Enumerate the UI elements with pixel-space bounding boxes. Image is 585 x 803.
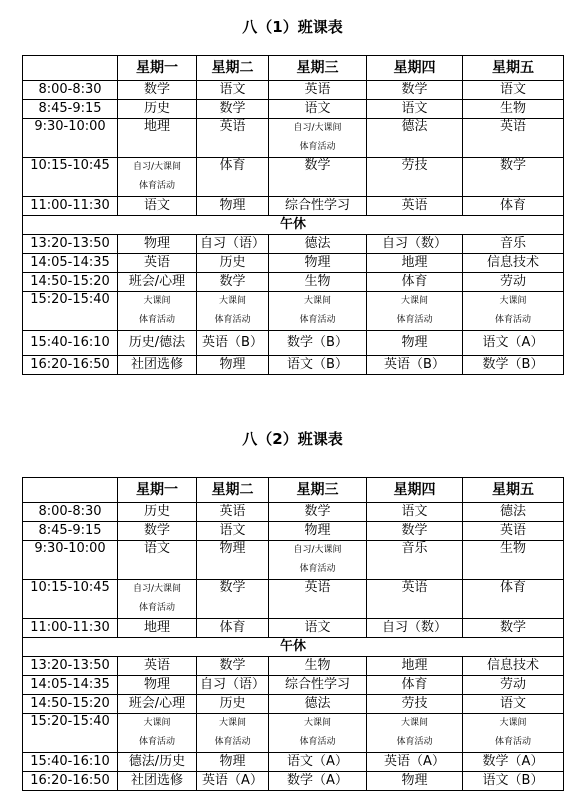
table-row <box>23 254 564 273</box>
time-slot: 8:00-8:30 <box>23 503 118 522</box>
activity-line: 自习/大课间 <box>293 123 342 133</box>
lunch-label: 午休 <box>23 638 564 657</box>
timetable-8-2 <box>22 477 564 791</box>
subject-cell: 自习（数） <box>367 235 463 254</box>
day-header: 星期三 <box>269 478 367 503</box>
subject-cell: 物理 <box>269 254 367 273</box>
activity-cell <box>463 292 564 331</box>
subject-cell: 自习（语） <box>197 676 269 695</box>
subject-cell: 英语 <box>197 119 269 158</box>
table-row <box>23 580 564 619</box>
activity-line: 体育活动 <box>494 315 531 325</box>
activity-line: 大课间 <box>400 718 428 728</box>
subject-cell: 英语 <box>118 657 197 676</box>
time-slot: 11:00-11:30 <box>23 197 118 216</box>
table-row <box>23 503 564 522</box>
subject-cell: 信息技术 <box>463 254 564 273</box>
time-slot: 13:20-13:50 <box>23 235 118 254</box>
subject-cell: 数学（A） <box>269 772 367 791</box>
subject-cell: 数学 <box>463 619 564 638</box>
activity-line: 大课间 <box>143 718 171 728</box>
table-row <box>23 273 564 292</box>
activity-cell <box>118 292 197 331</box>
subject-cell: 物理 <box>367 331 463 356</box>
subject-cell: 生物 <box>269 657 367 676</box>
table-row <box>23 331 564 356</box>
activity-line: 体育活动 <box>138 315 175 325</box>
header-corner <box>23 56 118 81</box>
subject-cell: 数学 <box>463 158 564 197</box>
subject-cell: 数学 <box>269 158 367 197</box>
day-header: 星期三 <box>269 56 367 81</box>
subject-cell: 语文（B） <box>269 356 367 375</box>
activity-line: 体育活动 <box>396 315 433 325</box>
activity-line: 大课间 <box>303 718 331 728</box>
subject-cell: 英语 <box>367 580 463 619</box>
subject-cell: 综合性学习 <box>269 197 367 216</box>
subject-cell: 英语 <box>197 503 269 522</box>
subject-cell: 英语 <box>463 119 564 158</box>
table-title: 八（1）班课表 <box>242 18 343 36</box>
activity-cell <box>269 119 367 158</box>
time-slot: 14:50-15:20 <box>23 695 118 714</box>
subject-cell: 自习（数） <box>367 619 463 638</box>
subject-cell: 体育 <box>367 676 463 695</box>
subject-cell: 劳技 <box>367 158 463 197</box>
activity-line: 体育活动 <box>494 737 531 747</box>
subject-cell: 物理 <box>118 235 197 254</box>
activity-cell <box>269 292 367 331</box>
subject-cell: 语文（A） <box>269 753 367 772</box>
subject-cell: 班会/心理 <box>118 273 197 292</box>
activity-line: 体育活动 <box>299 315 336 325</box>
subject-cell: 英语（A） <box>197 772 269 791</box>
table-row <box>23 81 564 100</box>
activity-line: 大课间 <box>218 296 246 306</box>
activity-line: 体育活动 <box>396 737 433 747</box>
subject-cell: 数学 <box>367 522 463 541</box>
subject-cell: 德法/历史 <box>118 753 197 772</box>
subject-cell: 地理 <box>118 119 197 158</box>
subject-cell: 英语 <box>269 580 367 619</box>
time-slot: 15:20-15:40 <box>23 714 118 753</box>
subject-cell: 生物 <box>463 100 564 119</box>
subject-cell: 语文 <box>269 619 367 638</box>
subject-cell: 数学 <box>197 580 269 619</box>
activity-line: 体育活动 <box>138 181 175 191</box>
subject-cell: 社团选修 <box>118 356 197 375</box>
subject-cell: 历史 <box>118 503 197 522</box>
table-row <box>23 158 564 197</box>
subject-cell: 英语（B） <box>367 356 463 375</box>
subject-cell: 体育 <box>463 580 564 619</box>
time-slot: 16:20-16:50 <box>23 772 118 791</box>
time-slot: 8:45-9:15 <box>23 100 118 119</box>
subject-cell: 自习（语） <box>197 235 269 254</box>
subject-cell: 德法 <box>269 695 367 714</box>
subject-cell: 英语 <box>118 254 197 273</box>
subject-cell: 音乐 <box>367 541 463 580</box>
subject-cell: 数学（B） <box>463 356 564 375</box>
subject-cell: 劳动 <box>463 676 564 695</box>
lunch-row <box>23 216 564 235</box>
activity-cell <box>367 292 463 331</box>
activity-cell <box>463 714 564 753</box>
subject-cell: 英语（A） <box>367 753 463 772</box>
table-row <box>23 119 564 158</box>
time-slot: 9:30-10:00 <box>23 119 118 158</box>
subject-cell: 语文 <box>367 503 463 522</box>
subject-cell: 英语 <box>463 522 564 541</box>
table-row <box>23 522 564 541</box>
subject-cell: 物理 <box>197 753 269 772</box>
subject-cell: 历史/德法 <box>118 331 197 356</box>
header-corner <box>23 478 118 503</box>
table-row <box>23 657 564 676</box>
subject-cell: 语文 <box>197 81 269 100</box>
subject-cell: 地理 <box>367 657 463 676</box>
time-slot: 13:20-13:50 <box>23 657 118 676</box>
activity-line: 体育活动 <box>214 315 251 325</box>
table-row <box>23 541 564 580</box>
subject-cell: 语文 <box>197 522 269 541</box>
subject-cell: 班会/心理 <box>118 695 197 714</box>
day-header: 星期四 <box>367 56 463 81</box>
subject-cell: 英语 <box>269 81 367 100</box>
table-row <box>23 714 564 753</box>
subject-cell: 语文 <box>463 695 564 714</box>
time-slot: 9:30-10:00 <box>23 541 118 580</box>
activity-cell <box>118 158 197 197</box>
subject-cell: 生物 <box>269 273 367 292</box>
activity-line: 体育活动 <box>138 737 175 747</box>
subject-cell: 体育 <box>197 619 269 638</box>
time-slot: 14:05-14:35 <box>23 676 118 695</box>
time-slot: 14:50-15:20 <box>23 273 118 292</box>
header-row <box>23 478 564 503</box>
subject-cell: 数学 <box>197 100 269 119</box>
activity-cell <box>197 714 269 753</box>
subject-cell: 德法 <box>269 235 367 254</box>
subject-cell: 物理 <box>197 356 269 375</box>
table-title: 八（2）班课表 <box>242 430 343 448</box>
time-slot: 10:15-10:45 <box>23 158 118 197</box>
subject-cell: 数学（A） <box>463 753 564 772</box>
subject-cell: 数学 <box>118 81 197 100</box>
subject-cell: 物理 <box>197 197 269 216</box>
subject-cell: 语文（A） <box>463 331 564 356</box>
subject-cell: 地理 <box>118 619 197 638</box>
activity-line: 大课间 <box>400 296 428 306</box>
table-row <box>23 356 564 375</box>
table-row <box>23 100 564 119</box>
activity-cell <box>197 292 269 331</box>
subject-cell: 德法 <box>463 503 564 522</box>
subject-cell: 信息技术 <box>463 657 564 676</box>
lunch-label: 午休 <box>23 216 564 235</box>
time-slot: 15:40-16:10 <box>23 753 118 772</box>
activity-cell <box>118 714 197 753</box>
subject-cell: 数学 <box>269 503 367 522</box>
time-slot: 15:20-15:40 <box>23 292 118 331</box>
table-row <box>23 676 564 695</box>
activity-line: 自习/大课间 <box>132 162 182 172</box>
subject-cell: 历史 <box>197 254 269 273</box>
time-slot: 8:45-9:15 <box>23 522 118 541</box>
subject-cell: 劳技 <box>367 695 463 714</box>
subject-cell: 数学 <box>197 273 269 292</box>
lunch-row <box>23 638 564 657</box>
time-slot: 15:40-16:10 <box>23 331 118 356</box>
activity-line: 自习/大课间 <box>293 545 342 555</box>
subject-cell: 数学（B） <box>269 331 367 356</box>
day-header: 星期五 <box>463 56 564 81</box>
activity-cell <box>269 714 367 753</box>
activity-line: 体育活动 <box>299 737 336 747</box>
activity-line: 大课间 <box>303 296 331 306</box>
subject-cell: 数学 <box>118 522 197 541</box>
activity-line: 大课间 <box>143 296 171 306</box>
subject-cell: 语文（B） <box>463 772 564 791</box>
table-row <box>23 235 564 254</box>
day-header: 星期一 <box>118 478 197 503</box>
subject-cell: 语文 <box>269 100 367 119</box>
subject-cell: 语文 <box>463 81 564 100</box>
subject-cell: 社团选修 <box>118 772 197 791</box>
subject-cell: 体育 <box>367 273 463 292</box>
activity-cell <box>118 580 197 619</box>
table-row <box>23 619 564 638</box>
activity-line: 体育活动 <box>299 564 336 574</box>
subject-cell: 物理 <box>269 522 367 541</box>
subject-cell: 语文 <box>118 197 197 216</box>
time-slot: 10:15-10:45 <box>23 580 118 619</box>
subject-cell: 物理 <box>367 772 463 791</box>
subject-cell: 德法 <box>367 119 463 158</box>
table-row <box>23 292 564 331</box>
header-row <box>23 56 564 81</box>
subject-cell: 劳动 <box>463 273 564 292</box>
subject-cell: 生物 <box>463 541 564 580</box>
activity-cell <box>269 541 367 580</box>
day-header: 星期四 <box>367 478 463 503</box>
table-row <box>23 695 564 714</box>
subject-cell: 数学 <box>197 657 269 676</box>
subject-cell: 语文 <box>367 100 463 119</box>
subject-cell: 综合性学习 <box>269 676 367 695</box>
subject-cell: 音乐 <box>463 235 564 254</box>
time-slot: 8:00-8:30 <box>23 81 118 100</box>
activity-cell <box>367 714 463 753</box>
activity-line: 大课间 <box>499 296 527 306</box>
day-header: 星期一 <box>118 56 197 81</box>
time-slot: 14:05-14:35 <box>23 254 118 273</box>
subject-cell: 语文 <box>118 541 197 580</box>
activity-line: 大课间 <box>499 718 527 728</box>
day-header: 星期二 <box>197 478 269 503</box>
time-slot: 11:00-11:30 <box>23 619 118 638</box>
time-slot: 16:20-16:50 <box>23 356 118 375</box>
subject-cell: 英语 <box>367 197 463 216</box>
activity-line: 自习/大课间 <box>132 584 182 594</box>
activity-line: 大课间 <box>218 718 246 728</box>
activity-line: 体育活动 <box>138 603 175 613</box>
subject-cell: 历史 <box>118 100 197 119</box>
timetable-8-1 <box>22 55 564 375</box>
subject-cell: 地理 <box>367 254 463 273</box>
subject-cell: 数学 <box>367 81 463 100</box>
table-row <box>23 772 564 791</box>
subject-cell: 体育 <box>463 197 564 216</box>
subject-cell: 英语（B） <box>197 331 269 356</box>
table-row <box>23 753 564 772</box>
table-row <box>23 197 564 216</box>
activity-line: 体育活动 <box>214 737 251 747</box>
subject-cell: 物理 <box>197 541 269 580</box>
activity-line: 体育活动 <box>299 142 336 152</box>
subject-cell: 物理 <box>118 676 197 695</box>
subject-cell: 体育 <box>197 158 269 197</box>
subject-cell: 历史 <box>197 695 269 714</box>
day-header: 星期五 <box>463 478 564 503</box>
day-header: 星期二 <box>197 56 269 81</box>
